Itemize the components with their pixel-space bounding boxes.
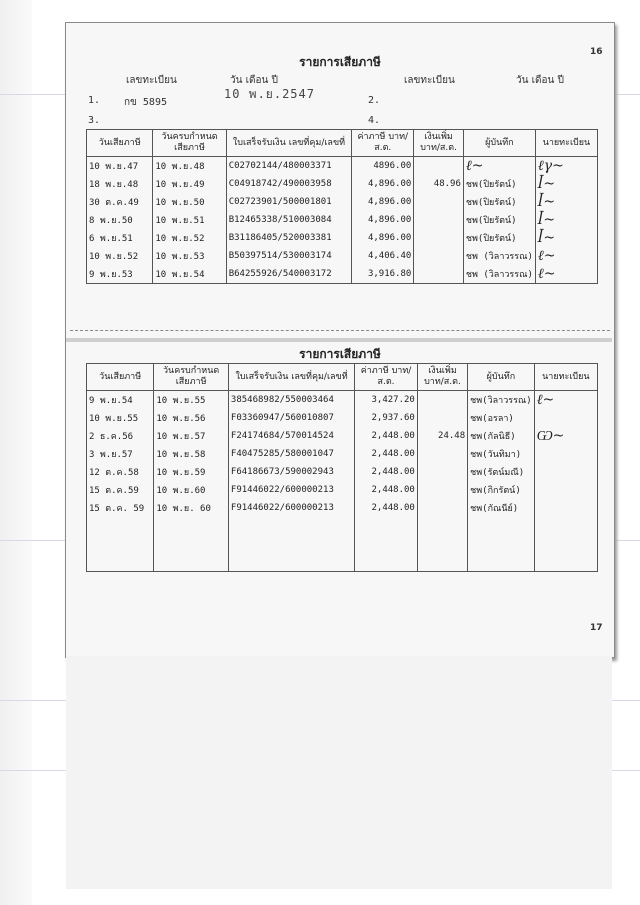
section-title-bottom: รายการเสียภาษี: [299, 347, 381, 361]
surcharge-amount: [414, 193, 464, 211]
due-date: 10 พ.ย.53: [153, 247, 226, 265]
row-number-4: 4.: [368, 115, 381, 126]
tax-amount: 2,448.00: [355, 427, 418, 445]
recorder-stamp: ชพ(กิกรัตน์): [468, 481, 535, 499]
due-date: 10 พ.ย.57: [154, 427, 229, 445]
table-row: [87, 391, 598, 410]
table-row: [87, 553, 598, 572]
tax-amount: 2,937.60: [355, 409, 418, 427]
registrar-signature: ℓγ~: [535, 157, 597, 176]
column-header: ค่าภาษี บาท/ส.ต.: [352, 130, 414, 157]
surcharge-amount: [417, 409, 467, 427]
table-row: [87, 499, 598, 517]
tax-amount: 4,896.00: [352, 229, 414, 247]
table-row: [87, 409, 598, 427]
table-row: [87, 265, 598, 284]
table-row: [87, 445, 598, 463]
recorder-stamp: ชพ(ปิยรัตน์): [463, 193, 535, 211]
page-number-bottom: 17: [590, 623, 603, 633]
page-fold-shadow: [66, 338, 612, 342]
table-row: [87, 481, 598, 499]
paid-date: 15 ต.ค. 59: [87, 499, 154, 517]
paid-date: 30 ต.ค.49: [87, 193, 153, 211]
registrar-signature: ꟾ~: [535, 229, 597, 247]
surcharge-amount: [417, 499, 467, 517]
column-header: ค่าภาษี บาท/ส.ต.: [355, 364, 418, 391]
column-header: ผู้บันทึก: [468, 364, 535, 391]
receipt-number: B64255926/540003172: [226, 265, 352, 284]
registrar-signature: [534, 481, 597, 499]
recorder-stamp: ชพ(กัลนิธี): [468, 427, 535, 445]
paid-date: 10 พ.ย.47: [87, 157, 153, 176]
surcharge-amount: 24.48: [417, 427, 467, 445]
recorder-stamp: ชพ(วันทิมา): [468, 445, 535, 463]
paid-date: 6 พ.ย.51: [87, 229, 153, 247]
table-row: [87, 193, 598, 211]
column-header: วันเสียภาษี: [87, 130, 153, 157]
column-header: เงินเพิ่ม บาท/ส.ต.: [414, 130, 464, 157]
receipt-number: C02723901/500001801: [226, 193, 352, 211]
page-number-top: 16: [590, 47, 603, 57]
table-header-row: [87, 364, 598, 391]
registration-label-2: เลขทะเบียน: [404, 75, 455, 86]
receipt-number: F40475285/580001047: [228, 445, 354, 463]
due-date: 10 พ.ย.50: [153, 193, 226, 211]
tax-amount: 4,406.40: [352, 247, 414, 265]
column-header: ผู้บันทึก: [463, 130, 535, 157]
due-date: 10 พ.ย.49: [153, 175, 226, 193]
due-date: 10 พ.ย.54: [153, 265, 226, 284]
recorder-stamp: ชพ (วิลาวรรณ): [463, 247, 535, 265]
paid-date: 18 พ.ย.48: [87, 175, 153, 193]
receipt-number: C04918742/490003958: [226, 175, 352, 193]
tax-amount: 4,896.00: [352, 193, 414, 211]
date-label-2: วัน เดือน ปี: [516, 75, 564, 86]
surcharge-amount: [417, 481, 467, 499]
surcharge-amount: [414, 247, 464, 265]
table-row: [87, 427, 598, 445]
row-number-3: 3.: [88, 115, 101, 126]
tax-amount: 2,448.00: [355, 499, 418, 517]
paid-date: 15 ต.ค.59: [87, 481, 154, 499]
row-number-2: 2.: [368, 95, 381, 106]
paid-date: 3 พ.ย.57: [87, 445, 154, 463]
due-date: 10 พ.ย.59: [154, 463, 229, 481]
recorder-stamp: ชพ(ปิยรัตน์): [463, 229, 535, 247]
registrar-signature: ℓ~: [534, 391, 597, 410]
receipt-number: 385468982/550003464: [228, 391, 354, 410]
table-row: [87, 175, 598, 193]
receipt-number: F24174684/570014524: [228, 427, 354, 445]
recorder-stamp: ชพ(ปิยรัตน์): [463, 175, 535, 193]
tax-amount: 2,448.00: [355, 445, 418, 463]
surcharge-amount: [417, 445, 467, 463]
registrar-signature: [534, 463, 597, 481]
recorder-stamp: ชพ(กัณนีย์): [468, 499, 535, 517]
tax-amount: 3,916.80: [352, 265, 414, 284]
table-row: [87, 211, 598, 229]
section-title-top: รายการเสียภาษี: [299, 55, 381, 69]
registrar-signature: ꟾ~: [535, 211, 597, 229]
recorder-stamp: ชพ(อรลา): [468, 409, 535, 427]
surcharge-amount: [414, 229, 464, 247]
column-header: วันเสียภาษี: [87, 364, 154, 391]
recorder-stamp: ชพ(วิลาวรรณ): [468, 391, 535, 410]
registration-label: เลขทะเบียน: [126, 75, 177, 86]
tax-amount: 4896.00: [352, 157, 414, 176]
registrar-signature: ꟾ~: [535, 175, 597, 193]
table-row: [87, 535, 598, 553]
table-row: [87, 229, 598, 247]
table-header-row: [87, 130, 598, 157]
registrar-signature: ℓ~: [535, 265, 597, 284]
registrar-signature: [534, 499, 597, 517]
recorder-stamp: ชพ(รัตน์มณี): [468, 463, 535, 481]
tax-amount: 2,448.00: [355, 463, 418, 481]
due-date: 10 พ.ย.52: [153, 229, 226, 247]
table-row: [87, 247, 598, 265]
table-row: [87, 463, 598, 481]
receipt-number: B50397514/530003174: [226, 247, 352, 265]
due-date: 10 พ.ย.51: [153, 211, 226, 229]
receipt-number: F64186673/590002943: [228, 463, 354, 481]
receipt-number: F91446022/600000213: [228, 481, 354, 499]
recorder-signature: ℓ~: [463, 157, 535, 176]
registrar-signature: ꟾ~: [535, 193, 597, 211]
receipt-number: F91446022/600000213: [228, 499, 354, 517]
recorder-stamp: ชพ(ปิยรัตน์): [463, 211, 535, 229]
table-row: [87, 157, 598, 176]
due-date: 10 พ.ย.60: [154, 481, 229, 499]
receipt-number: C02702144/480003371: [226, 157, 352, 176]
column-header: วันครบกำหนด เสียภาษี: [154, 364, 229, 391]
registration-date-stamp: 10 พ.ย.2547: [224, 87, 315, 101]
registrar-signature: Ѡ~: [534, 427, 597, 445]
surcharge-amount: [417, 463, 467, 481]
due-date: 10 พ.ย.48: [153, 157, 226, 176]
paid-date: 2 ธ.ค.56: [87, 427, 154, 445]
scan-background: [66, 656, 612, 889]
receipt-number: B12465338/510003084: [226, 211, 352, 229]
column-header: ใบเสร็จรับเงิน เลขที่คุม/เลขที่: [226, 130, 352, 157]
registrar-signature: [534, 445, 597, 463]
tax-amount: 2,448.00: [355, 481, 418, 499]
tax-amount: 4,896.00: [352, 175, 414, 193]
surcharge-amount: 48.96: [414, 175, 464, 193]
paid-date: 10 พ.ย.52: [87, 247, 153, 265]
paid-date: 12 ต.ค.58: [87, 463, 154, 481]
surcharge-amount: [417, 391, 467, 410]
paid-date: 8 พ.ย.50: [87, 211, 153, 229]
receipt-number: F03360947/560010807: [228, 409, 354, 427]
due-date: 10 พ.ย.58: [154, 445, 229, 463]
surcharge-amount: [414, 157, 464, 176]
paid-date: 9 พ.ย.54: [87, 391, 154, 410]
column-header: ใบเสร็จรับเงิน เลขที่คุม/เลขที่: [228, 364, 354, 391]
column-header: วันครบกำหนด เสียภาษี: [153, 130, 226, 157]
column-header: เงินเพิ่ม บาท/ส.ต.: [417, 364, 467, 391]
column-header: นายทะเบียน: [534, 364, 597, 391]
surcharge-amount: [414, 211, 464, 229]
row-number-1: 1.: [88, 95, 101, 106]
recorder-stamp: ชพ (วิลาวรรณ): [463, 265, 535, 284]
surcharge-amount: [414, 265, 464, 284]
table-row: [87, 517, 598, 535]
due-date: 10 พ.ย.56: [154, 409, 229, 427]
due-date: 10 พ.ย. 60: [154, 499, 229, 517]
tax-amount: 4,896.00: [352, 211, 414, 229]
paid-date: 9 พ.ย.53: [87, 265, 153, 284]
tax-table-bottom: [86, 363, 598, 572]
due-date: 10 พ.ย.55: [154, 391, 229, 410]
paid-date: 10 พ.ย.55: [87, 409, 154, 427]
registrar-signature: ℓ~: [535, 247, 597, 265]
receipt-number: B31186405/520003381: [226, 229, 352, 247]
column-header: นายทะเบียน: [535, 130, 597, 157]
registrar-signature: [534, 409, 597, 427]
tax-amount: 3,427.20: [355, 391, 418, 410]
date-label: วัน เดือน ปี: [230, 75, 278, 86]
tax-table-top: [86, 129, 598, 284]
registration-value: กข 5895: [124, 97, 167, 108]
